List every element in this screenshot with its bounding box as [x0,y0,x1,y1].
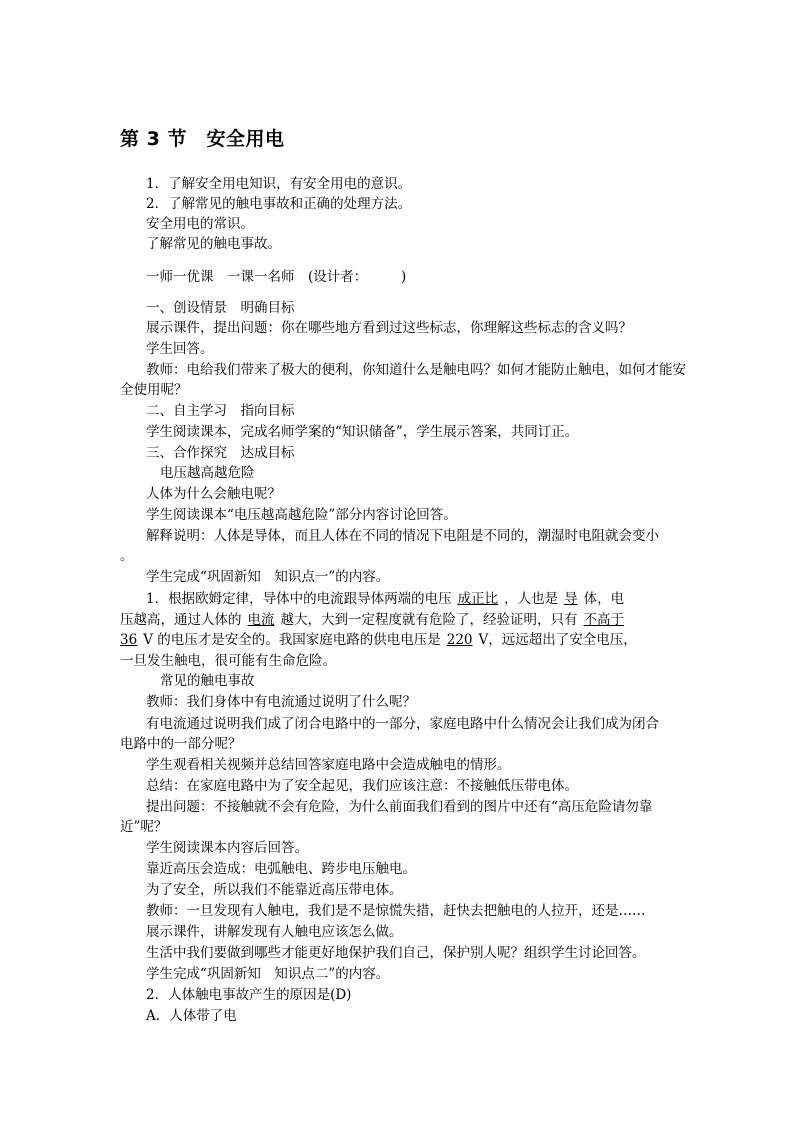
text: 压越高，通过人体的 [120,612,242,628]
page-title: 第 3 节 安全用电 [120,128,285,150]
key-point-2: 了解常见的触电事故。 [146,236,281,252]
paragraph: 教师：一旦发现有人触电，我们是不是惊慌失措，赶快去把触电的人拉开，还是…… [146,903,646,919]
text: 1．根据欧姆定律，导体中的电流跟导体两端的电压 [146,591,452,607]
subheading: 常见的触电事故 [160,673,255,689]
paragraph: 有电流通过说明我们成了闭合电路中的一部分，家庭电路中什么情况会让我们成为闭合 [146,716,659,732]
text: V，远远超出了安全电压， [478,632,637,648]
objective-1: 1．了解安全用电知识，有安全用电的意识。 [146,176,412,192]
paragraph: 学生阅读课本“电压越高越危险”部分内容讨论回答。 [146,507,457,523]
text: 体，电 [583,591,625,607]
fill-blank: 220 [446,632,473,648]
paragraph: 学生完成“巩固新知 知识点二”的内容。 [146,966,390,982]
paragraph: 人体为什么会触电呢？ [146,486,281,502]
paragraph: 学生观看相关视频并总结回答家庭电路中会造成触电的情形。 [146,757,511,773]
paragraph: 教师：电给我们带来了极大的便利，你知道什么是触电吗？如何才能防止触电，如何才能安 [146,362,686,378]
fill-blank: 导 [564,591,578,607]
paragraph: 展示课件，讲解发现有人触电应该怎么做。 [146,924,403,940]
section-heading-3: 三、合作探究 达成目标 [146,445,295,461]
paragraph: 学生完成“巩固新知 知识点一”的内容。 [146,569,390,585]
designer-line: 一师一优课 一课一名师 (设计者： ) [146,269,407,285]
paragraph: 学生阅读课本，完成名师学案的“知识储备”，学生展示答案，共同订正。 [146,424,579,440]
fill-blank: 成正比 [457,591,499,607]
paragraph: 生活中我们要做到哪些才能更好地保护我们自己，保护别人呢？组织学生讨论回答。 [146,945,646,961]
subheading: 电压越高越危险 [160,465,255,481]
question-2-option-a: A．人体带了电 [146,1008,237,1024]
text: V 的电压才是安全的。我国家庭电路的供电电压是 [143,632,441,648]
question-1-line-1 [146,589,624,609]
paragraph: 解释说明：人体是导体，而且人体在不同的情况下电阻是不同的，潮湿时电阻就会变小 [146,528,659,544]
paragraph-continued: 全使用呢？ [120,382,188,398]
question-2: 2．人体触电事故产生的原因是(D) [146,987,352,1003]
paragraph: 靠近高压会造成：电弧触电、跨步电压触电。 [146,861,416,877]
fill-blank: 36 [120,632,138,648]
text: 越大，大到一定程度就有危险了，经验证明，只有 [280,612,578,628]
paragraph-continued: 近”呢？ [120,819,168,835]
text: ，人也是 [504,591,559,607]
paragraph: 教师：我们身体中有电流通过说明了什么呢？ [146,694,416,710]
paragraph: 学生回答。 [146,341,214,357]
paragraph: 学生阅读课本内容后回答。 [146,840,308,856]
fill-blank: 电流 [247,612,275,628]
paragraph: 提出问题：不接触就不会有危险，为什么前面我们看到的图片中还有“高压危险请勿靠 [146,799,653,815]
paragraph: 为了安全，所以我们不能靠近高压带电体。 [146,882,403,898]
question-1-line-4: 一旦发生触电，很可能有生命危险。 [120,653,336,669]
question-1-line-3 [120,630,637,650]
paragraph-continued: 。 [120,548,134,564]
section-heading-2: 二、自主学习 指向目标 [146,403,295,419]
paragraph: 展示课件，提出问题：你在哪些地方看到过这些标志，你理解这些标志的含义吗？ [146,320,632,336]
paragraph-continued: 电路中的一部分呢？ [120,736,242,752]
fill-blank: 不高于 [583,612,624,628]
section-heading-1: 一、创设情景 明确目标 [146,300,295,316]
objective-2: 2．了解常见的触电事故和正确的处理方法。 [146,196,412,212]
key-point-1: 安全用电的常识。 [146,216,254,232]
question-1-line-2 [120,610,630,630]
paragraph: 总结：在家庭电路中为了安全起见，我们应该注意：不接触低压带电体。 [146,778,578,794]
